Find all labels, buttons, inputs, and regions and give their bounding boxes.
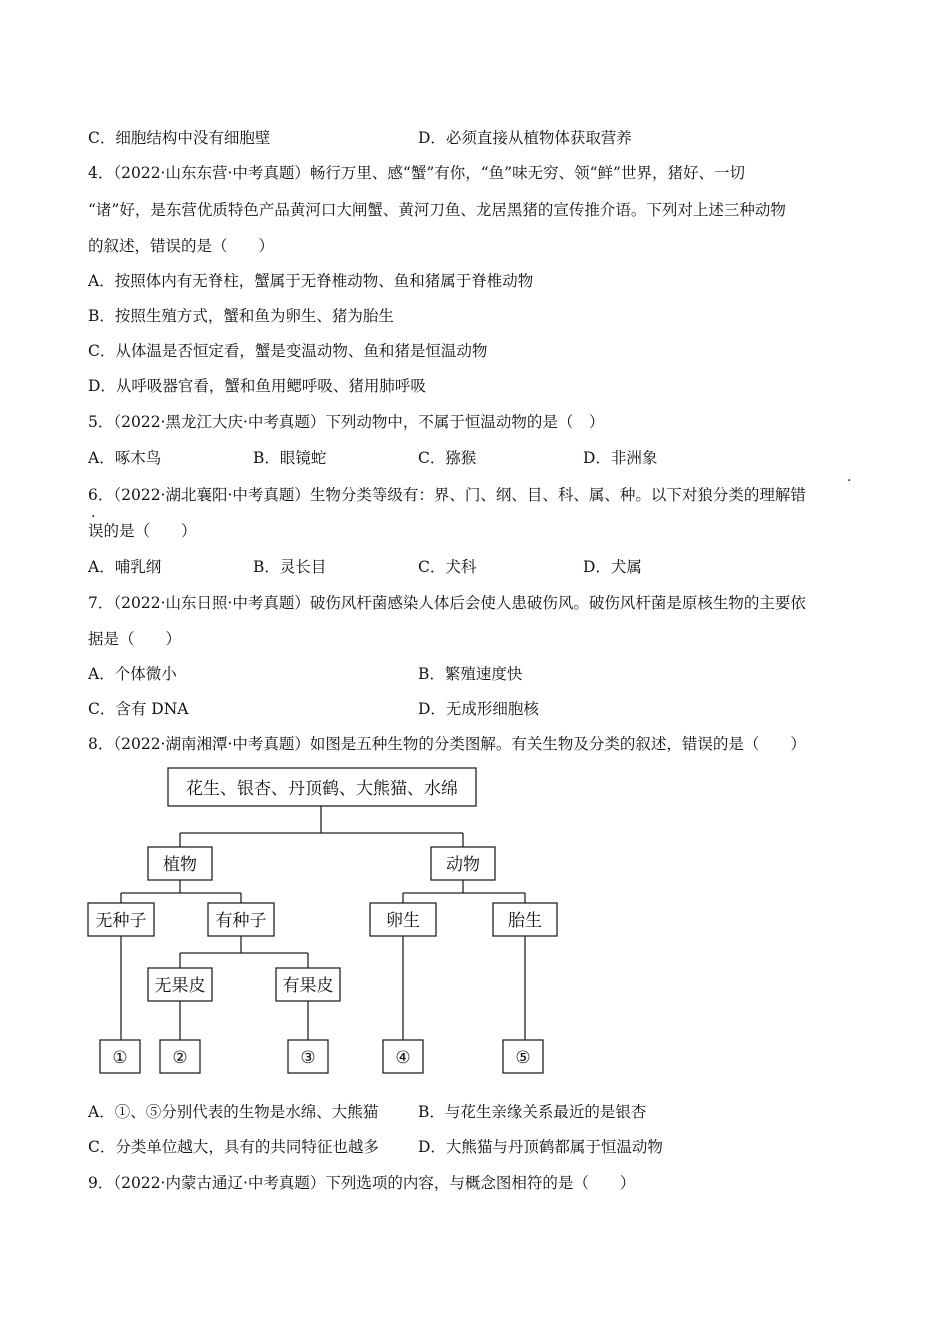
diagram-plant-label: 植物 [163,855,197,875]
q7-option-d: D．无成形细胞核 [418,700,539,718]
q8-option-d: D．大熊猫与丹顶鹤都属于恒温动物 [418,1138,663,1156]
diagram-leaf-3: ③ [300,1048,316,1068]
diagram-leaf-5: ⑤ [515,1048,531,1068]
diagram-root-label: 花生、银杏、丹顶鹤、大熊猫、水绵 [186,779,458,799]
q8-option-c: C．分类单位越大，具有的共同特征也越多 [88,1138,379,1156]
emphasis-dot: · [91,509,96,525]
q9-stem: 9．（2022·内蒙古通辽·中考真题）下列选项的内容，与概念图相符的是（ ） [88,1174,636,1192]
q5-option-b: B．眼镜蛇 [253,449,327,467]
diagram-no-pericarp-label: 无果皮 [154,976,206,996]
q4-stem-line2: “诸”好，是东营优质特色产品黄河口大闸蟹、黄河刀鱼、龙居黑猪的宣传推介语。下列对上述三种动物 [88,201,786,219]
q7-option-a: A．个体微小 [88,665,177,683]
q5-option-a: A．啄木鸟 [88,449,162,467]
diagram-leaf-1: ① [112,1048,128,1068]
q8-stem: 8．（2022·湖南湘潭·中考真题）如图是五种生物的分类图解。有关生物及分类的叙述，错误的是（ ） [88,735,806,753]
q5-option-d: D．非洲象 [583,449,658,467]
q5-stem: 5．（2022·黑龙江大庆·中考真题）下列动物中，不属于恒温动物的是（ ） [88,413,605,431]
q4-option-c: C．从体温是否恒定看，蟹是变温动物、鱼和猪是恒温动物 [88,342,488,360]
diagram-pericarp-label: 有果皮 [282,976,334,996]
q4-option-d: D．从呼吸器官看，蟹和鱼用鳃呼吸、猪用肺呼吸 [88,377,426,395]
q7-stem-line1: 7．（2022·山东日照·中考真题）破伤风杆菌感染人体后会使人患破伤风。破伤风杆菌是原核生物的主要依 [88,594,806,612]
q3-option-d: D．必须直接从植物体获取营养 [418,129,632,147]
diagram-viviparous-label: 胎生 [508,911,542,931]
diagram-leaf-2: ② [172,1048,188,1068]
q8-option-b: B．与花生亲缘关系最近的是银杏 [418,1103,647,1121]
diagram-seed-label: 有种子 [215,911,267,931]
diagram-oviparous-label: 卵生 [386,911,420,931]
q6-option-c: C．犬科 [418,558,477,576]
q6-stem-line1: 6．（2022·湖北襄阳·中考真题）生物分类等级有：界、门、纲、目、科、属、种。以下对狼分类的理解错 [88,486,806,504]
emphasis-dot: · [847,473,852,489]
q7-option-c: C．含有 DNA [88,700,189,718]
q4-stem-line1: 4．（2022·山东东营·中考真题）畅行万里、感“蟹”有你，“鱼”味无穷、领“鲜”世界，猪好、一切 [88,164,745,182]
diagram-leaf-4: ④ [395,1048,411,1068]
q3-option-c: C．细胞结构中没有细胞壁 [88,129,271,147]
q6-stem-line2: 误的是（ ） [88,522,197,540]
q6-option-d: D．犬属 [583,558,642,576]
q8-option-a: A．①、⑤分别代表的生物是水绵、大熊猫 [88,1103,379,1121]
q6-option-b: B．灵长目 [253,558,327,576]
q5-option-c: C．猕猴 [418,449,477,467]
q6-option-a: A．哺乳纲 [88,558,162,576]
q7-stem-line2: 据是（ ） [88,630,182,648]
q7-option-b: B．繁殖速度快 [418,665,523,683]
diagram-animal-label: 动物 [446,855,480,875]
q4-stem-line3: 的叙述，错误的是（ ） [88,237,275,255]
diagram-no-seed-label: 无种子 [95,911,147,931]
q4-option-a: A．按照体内有无脊柱，蟹属于无脊椎动物、鱼和猪属于脊椎动物 [88,272,534,290]
q4-option-b: B．按照生殖方式，蟹和鱼为卵生、猪为胎生 [88,307,394,325]
